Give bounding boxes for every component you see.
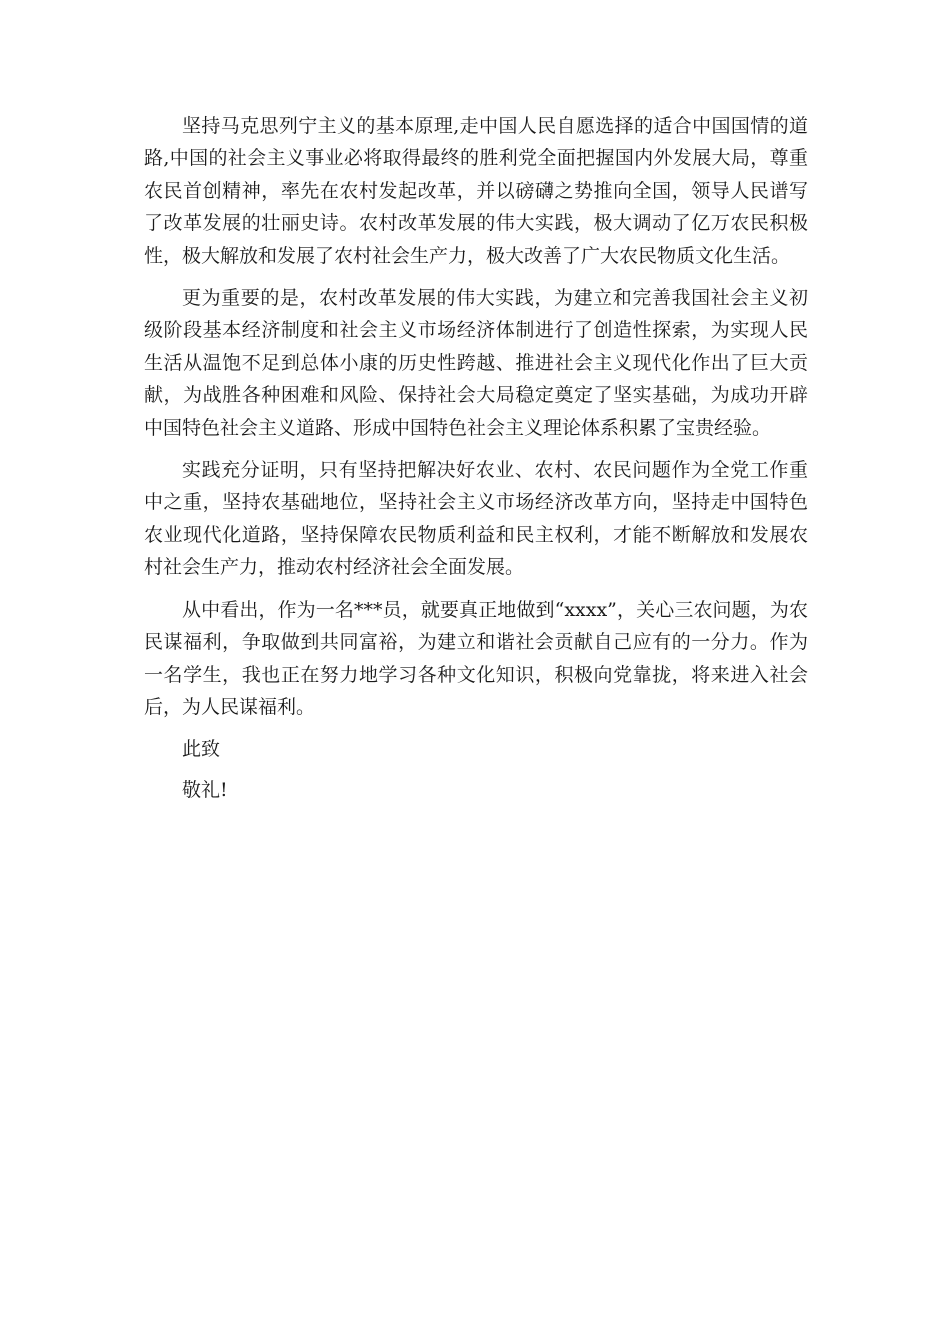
closing-regards: 敬礼! (182, 778, 228, 801)
document-body (144, 110, 808, 806)
closing-salutation: 此致 (182, 738, 221, 761)
paragraph-4: 从中看出，作为一名***员，就要真正地做到“xxxx”，关心三农问题，为农民谋福利，争取做到共同富裕，为建立和谐社会贡献自己应有的一分力。作为一名学生，我也正在努力地学习各种文化知识，积极向党靠拢，将来进入社会后，为人民谋福利。 (144, 598, 808, 718)
paragraph-2: 更为重要的是，农村改革发展的伟大实践，为建立和完善我国社会主义初级阶段基本经济制度和社会主义市场经济体制进行了创造性探索，为实现人民生活从温饱不足到总体小康的历史性跨越、推进社会主义现代化作出了巨大贡献，为战胜各种困难和风险、保持社会大局稳定奠定了坚实基础，为成功开辟中国特色社会主义道路、形成中国特色社会主义理论体系积累了宝贵经验。 (144, 287, 808, 439)
paragraph-1: 坚持马克思列宁主义的基本原理,走中国人民自愿选择的适合中国国情的道路,中国的社会主义事业必将取得最终的胜利党全面把握国内外发展大局，尊重农民首创精神，率先在农村发起改革，并以磅礴之势推向全国，领导人民谱写了改革发展的壮丽史诗。农村改革发展的伟大实践，极大调动了亿万农民积极性，极大解放和发展了农村社会生产力，极大改善了广大农民物质文化生活。 (144, 115, 808, 267)
paragraph-3: 实践充分证明，只有坚持把解决好农业、农村、农民问题作为全党工作重中之重，坚持农基础地位，坚持社会主义市场经济改革方向，坚持走中国特色农业现代化道路，坚持保障农民物质利益和民主权利，才能不断解放和发展农村社会生产力，推动农村经济社会全面发展。 (144, 459, 808, 579)
